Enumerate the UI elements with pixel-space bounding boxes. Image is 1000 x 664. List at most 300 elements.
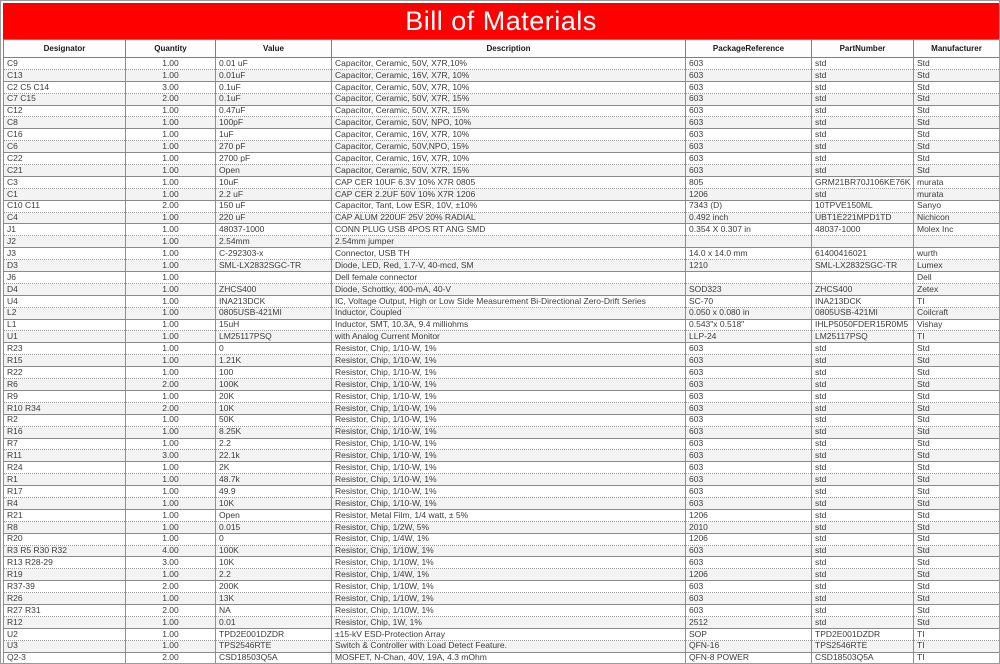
cell-part-number: LM25117PSQ — [812, 331, 914, 343]
cell-description: Resistor, Chip, 1/10-W, 1% — [332, 450, 686, 462]
cell-description: Capacitor, Ceramic, 50V, X7R, 15% — [332, 165, 686, 177]
cell-part-number: std — [812, 367, 914, 379]
cell-designator: C13 — [4, 69, 126, 81]
cell-package-reference: 603 — [686, 593, 812, 605]
cell-designator: R9 — [4, 390, 126, 402]
cell-value: 49.9 — [216, 486, 332, 498]
cell-part-number: std — [812, 438, 914, 450]
cell-value — [216, 272, 332, 284]
table-row — [4, 236, 1000, 248]
column-header-quantity: Quantity — [126, 40, 216, 58]
cell-description: Resistor, Chip, 1/10-W, 1% — [332, 402, 686, 414]
cell-manufacturer: Std — [914, 165, 1000, 177]
cell-quantity: 1.00 — [126, 521, 216, 533]
cell-value: NA — [216, 604, 332, 616]
cell-package-reference: 603 — [686, 153, 812, 165]
cell-value: TPD2E001DZDR — [216, 628, 332, 640]
cell-description: Capacitor, Ceramic, 50V, X7R, 10% — [332, 81, 686, 93]
cell-manufacturer: Std — [914, 379, 1000, 391]
table-row — [4, 569, 1000, 581]
cell-designator: R21 — [4, 509, 126, 521]
cell-description: IC, Voltage Output, High or Low Side Measurement Bi-Directional Zero-Drift Series — [332, 295, 686, 307]
cell-quantity: 2.00 — [126, 200, 216, 212]
cell-part-number: std — [812, 153, 914, 165]
table-row — [4, 402, 1000, 414]
cell-quantity: 1.00 — [126, 509, 216, 521]
cell-designator: R10 R34 — [4, 402, 126, 414]
cell-description: Resistor, Chip, 1/10-W, 1% — [332, 367, 686, 379]
cell-package-reference: 603 — [686, 402, 812, 414]
cell-designator: L1 — [4, 319, 126, 331]
table-row — [4, 212, 1000, 224]
cell-value: 0.1uF — [216, 93, 332, 105]
cell-value: 2700 pF — [216, 153, 332, 165]
cell-value: 100K — [216, 379, 332, 391]
cell-part-number: TPS2546RTE — [812, 640, 914, 652]
cell-description: Switch & Controller with Load Detect Feature. — [332, 640, 686, 652]
cell-quantity: 2.00 — [126, 581, 216, 593]
cell-designator: C4 — [4, 212, 126, 224]
cell-part-number: std — [812, 616, 914, 628]
cell-part-number: 10TPVE150ML — [812, 200, 914, 212]
cell-value: 100 — [216, 367, 332, 379]
cell-manufacturer: Std — [914, 533, 1000, 545]
cell-description: Inductor, SMT, 10.3A, 9.4 milliohms — [332, 319, 686, 331]
cell-package-reference: 603 — [686, 379, 812, 391]
cell-description: CONN PLUG USB 4POS RT ANG SMD — [332, 224, 686, 236]
table-row — [4, 307, 1000, 319]
table-row — [4, 355, 1000, 367]
cell-quantity: 1.00 — [126, 224, 216, 236]
title-banner — [3, 3, 999, 39]
cell-quantity: 1.00 — [126, 176, 216, 188]
cell-manufacturer: murata — [914, 176, 1000, 188]
cell-part-number: std — [812, 93, 914, 105]
cell-quantity: 1.00 — [126, 367, 216, 379]
cell-part-number: std — [812, 486, 914, 498]
cell-part-number: GRM21BR70J106KE76K — [812, 176, 914, 188]
cell-package-reference — [686, 272, 812, 284]
table-row — [4, 283, 1000, 295]
cell-part-number: INA213DCK — [812, 295, 914, 307]
cell-package-reference: 603 — [686, 545, 812, 557]
cell-part-number — [812, 236, 914, 248]
cell-designator: R22 — [4, 367, 126, 379]
cell-description: Resistor, Chip, 1/10-W, 1% — [332, 379, 686, 391]
cell-manufacturer: Std — [914, 58, 1000, 70]
cell-designator: R24 — [4, 462, 126, 474]
cell-manufacturer: Std — [914, 343, 1000, 355]
cell-part-number: std — [812, 390, 914, 402]
table-row — [4, 153, 1000, 165]
cell-part-number: std — [812, 497, 914, 509]
cell-part-number: std — [812, 569, 914, 581]
cell-designator: R4 — [4, 497, 126, 509]
table-row — [4, 593, 1000, 605]
cell-value: 0.01uF — [216, 69, 332, 81]
table-row — [4, 81, 1000, 93]
cell-part-number: SML-LX2832SGC-TR — [812, 260, 914, 272]
cell-manufacturer: Std — [914, 521, 1000, 533]
cell-quantity: 1.00 — [126, 283, 216, 295]
cell-package-reference: 603 — [686, 165, 812, 177]
cell-manufacturer: Std — [914, 390, 1000, 402]
cell-quantity: 3.00 — [126, 81, 216, 93]
cell-designator: R17 — [4, 486, 126, 498]
cell-quantity: 1.00 — [126, 105, 216, 117]
cell-quantity: 2.00 — [126, 604, 216, 616]
cell-part-number: std — [812, 105, 914, 117]
cell-package-reference: 603 — [686, 81, 812, 93]
table-row — [4, 521, 1000, 533]
cell-value: 8.25K — [216, 426, 332, 438]
cell-quantity: 1.00 — [126, 307, 216, 319]
cell-quantity: 1.00 — [126, 343, 216, 355]
cell-part-number: std — [812, 188, 914, 200]
cell-designator: C7 C15 — [4, 93, 126, 105]
table-row — [4, 343, 1000, 355]
cell-manufacturer: Std — [914, 153, 1000, 165]
cell-description: Resistor, Chip, 1/10-W, 1% — [332, 343, 686, 355]
cell-description: Capacitor, Ceramic, 50V, X7R, 15% — [332, 93, 686, 105]
cell-manufacturer: Std — [914, 117, 1000, 129]
cell-part-number: std — [812, 379, 914, 391]
cell-manufacturer: Zetex — [914, 283, 1000, 295]
cell-part-number: std — [812, 545, 914, 557]
cell-manufacturer: Std — [914, 604, 1000, 616]
cell-designator: C10 C11 — [4, 200, 126, 212]
cell-package-reference: 603 — [686, 390, 812, 402]
cell-quantity: 1.00 — [126, 414, 216, 426]
cell-manufacturer: TI — [914, 295, 1000, 307]
cell-part-number: std — [812, 165, 914, 177]
table-row — [4, 331, 1000, 343]
cell-quantity: 1.00 — [126, 438, 216, 450]
cell-value: 48037-1000 — [216, 224, 332, 236]
cell-manufacturer: Std — [914, 474, 1000, 486]
cell-description: Resistor, Metal Film, 1/4 watt, ± 5% — [332, 509, 686, 521]
cell-designator: R19 — [4, 569, 126, 581]
table-row — [4, 545, 1000, 557]
bom-table — [3, 39, 1000, 664]
cell-package-reference: 603 — [686, 462, 812, 474]
cell-package-reference: 603 — [686, 105, 812, 117]
cell-description: Resistor, Chip, 1/10-W, 1% — [332, 462, 686, 474]
column-header-part-number: PartNumber — [812, 40, 914, 58]
cell-package-reference: 2512 — [686, 616, 812, 628]
table-row — [4, 224, 1000, 236]
cell-quantity: 4.00 — [126, 545, 216, 557]
cell-designator: R27 R31 — [4, 604, 126, 616]
table-row — [4, 105, 1000, 117]
cell-designator: Q2-3 — [4, 652, 126, 664]
cell-part-number: std — [812, 355, 914, 367]
table-row — [4, 141, 1000, 153]
cell-value: 2.2 — [216, 438, 332, 450]
table-row — [4, 628, 1000, 640]
cell-part-number: std — [812, 402, 914, 414]
cell-manufacturer: Std — [914, 557, 1000, 569]
cell-quantity: 1.00 — [126, 236, 216, 248]
cell-designator: R7 — [4, 438, 126, 450]
cell-package-reference: SOP — [686, 628, 812, 640]
cell-description: Resistor, Chip, 1/10-W, 1% — [332, 497, 686, 509]
table-row — [4, 486, 1000, 498]
cell-package-reference: 603 — [686, 604, 812, 616]
cell-package-reference: 603 — [686, 343, 812, 355]
cell-value: 0805USB-421MI — [216, 307, 332, 319]
cell-value: 0.01 uF — [216, 58, 332, 70]
cell-package-reference: 603 — [686, 58, 812, 70]
cell-manufacturer: Lumex — [914, 260, 1000, 272]
cell-designator: R6 — [4, 379, 126, 391]
cell-manufacturer: TI — [914, 640, 1000, 652]
cell-manufacturer: Std — [914, 93, 1000, 105]
column-header-value: Value — [216, 40, 332, 58]
cell-quantity: 1.00 — [126, 319, 216, 331]
cell-quantity: 1.00 — [126, 533, 216, 545]
cell-manufacturer: TI — [914, 331, 1000, 343]
table-row — [4, 379, 1000, 391]
cell-designator: C16 — [4, 129, 126, 141]
table-row — [4, 117, 1000, 129]
cell-value: 2.2 uF — [216, 188, 332, 200]
cell-description: Capacitor, Ceramic, 50V,NPO, 15% — [332, 141, 686, 153]
cell-manufacturer: wurth — [914, 248, 1000, 260]
cell-manufacturer: Std — [914, 414, 1000, 426]
cell-designator: R37-39 — [4, 581, 126, 593]
cell-package-reference: 1206 — [686, 509, 812, 521]
cell-quantity: 1.00 — [126, 117, 216, 129]
cell-manufacturer: Std — [914, 509, 1000, 521]
cell-value: 10K — [216, 557, 332, 569]
cell-description: Capacitor, Ceramic, 16V, X7R, 10% — [332, 69, 686, 81]
cell-description: Capacitor, Ceramic, 16V, X7R, 10% — [332, 153, 686, 165]
cell-value: 13K — [216, 593, 332, 605]
cell-value: 20K — [216, 390, 332, 402]
cell-part-number — [812, 272, 914, 284]
table-row — [4, 640, 1000, 652]
cell-part-number: 48037-1000 — [812, 224, 914, 236]
cell-manufacturer: Std — [914, 69, 1000, 81]
cell-description: CAP ALUM 220UF 25V 20% RADIAL — [332, 212, 686, 224]
cell-designator: C3 — [4, 176, 126, 188]
cell-manufacturer: Std — [914, 438, 1000, 450]
cell-package-reference: 603 — [686, 557, 812, 569]
cell-value: 0.1uF — [216, 81, 332, 93]
cell-manufacturer: Std — [914, 355, 1000, 367]
cell-manufacturer: Std — [914, 569, 1000, 581]
table-row — [4, 58, 1000, 70]
cell-manufacturer: Std — [914, 545, 1000, 557]
bom-table-body — [4, 58, 1000, 664]
cell-manufacturer: Std — [914, 81, 1000, 93]
cell-package-reference: 2010 — [686, 521, 812, 533]
cell-manufacturer: Dell — [914, 272, 1000, 284]
cell-description: Resistor, Chip, 1/10W, 1% — [332, 593, 686, 605]
cell-quantity: 1.00 — [126, 426, 216, 438]
cell-quantity: 1.00 — [126, 628, 216, 640]
cell-package-reference: 0.543"x 0.518" — [686, 319, 812, 331]
cell-package-reference: 603 — [686, 450, 812, 462]
cell-manufacturer: Std — [914, 402, 1000, 414]
cell-part-number: std — [812, 604, 914, 616]
cell-description: Resistor, Chip, 1/10-W, 1% — [332, 390, 686, 402]
cell-package-reference: 1206 — [686, 188, 812, 200]
cell-value: 15uH — [216, 319, 332, 331]
cell-designator: C21 — [4, 165, 126, 177]
cell-manufacturer: Std — [914, 616, 1000, 628]
cell-designator: C2 C5 C14 — [4, 81, 126, 93]
header-row — [4, 40, 1000, 58]
cell-package-reference: LLP-24 — [686, 331, 812, 343]
cell-value: 0 — [216, 533, 332, 545]
cell-value: 10K — [216, 497, 332, 509]
cell-quantity: 1.00 — [126, 462, 216, 474]
cell-package-reference: 603 — [686, 367, 812, 379]
cell-description: Capacitor, Tant, Low ESR, 10V, ±10% — [332, 200, 686, 212]
cell-quantity: 1.00 — [126, 569, 216, 581]
cell-manufacturer: Std — [914, 141, 1000, 153]
cell-value: 1.21K — [216, 355, 332, 367]
cell-value: 2.2 — [216, 569, 332, 581]
cell-value: 100pF — [216, 117, 332, 129]
table-row — [4, 462, 1000, 474]
cell-description: Resistor, Chip, 1/10W, 1% — [332, 581, 686, 593]
cell-part-number: std — [812, 593, 914, 605]
cell-description: Resistor, Chip, 1/10W, 1% — [332, 604, 686, 616]
cell-package-reference: 603 — [686, 438, 812, 450]
cell-value: 10uF — [216, 176, 332, 188]
cell-description: with Analog Current Monitor — [332, 331, 686, 343]
cell-part-number: std — [812, 509, 914, 521]
cell-value: 50K — [216, 414, 332, 426]
cell-value: 0 — [216, 343, 332, 355]
cell-description: Resistor, Chip, 1/10-W, 1% — [332, 355, 686, 367]
cell-manufacturer: Std — [914, 462, 1000, 474]
cell-manufacturer: Std — [914, 426, 1000, 438]
table-row — [4, 295, 1000, 307]
cell-designator: C8 — [4, 117, 126, 129]
cell-designator: U1 — [4, 331, 126, 343]
table-row — [4, 129, 1000, 141]
cell-designator: U2 — [4, 628, 126, 640]
cell-description: Connector, USB TH — [332, 248, 686, 260]
cell-quantity: 1.00 — [126, 260, 216, 272]
table-row — [4, 319, 1000, 331]
cell-part-number: 61400416021 — [812, 248, 914, 260]
cell-designator: R15 — [4, 355, 126, 367]
cell-designator: R26 — [4, 593, 126, 605]
cell-description: Capacitor, Ceramic, 16V, X7R, 10% — [332, 129, 686, 141]
cell-manufacturer: Sanyo — [914, 200, 1000, 212]
cell-designator: C6 — [4, 141, 126, 153]
cell-quantity: 1.00 — [126, 129, 216, 141]
cell-quantity: 1.00 — [126, 616, 216, 628]
cell-quantity: 3.00 — [126, 450, 216, 462]
cell-designator: C12 — [4, 105, 126, 117]
cell-quantity: 1.00 — [126, 188, 216, 200]
cell-part-number: 0805USB-421MI — [812, 307, 914, 319]
table-row — [4, 557, 1000, 569]
cell-package-reference: 0.354 X 0.307 in — [686, 224, 812, 236]
cell-description: Capacitor, Ceramic, 50V, X7R,10% — [332, 58, 686, 70]
cell-value: 2K — [216, 462, 332, 474]
cell-manufacturer: Std — [914, 497, 1000, 509]
cell-designator: J2 — [4, 236, 126, 248]
cell-description: Resistor, Chip, 1/10-W, 1% — [332, 474, 686, 486]
cell-package-reference: 603 — [686, 355, 812, 367]
table-row — [4, 260, 1000, 272]
cell-quantity: 2.00 — [126, 402, 216, 414]
cell-part-number: std — [812, 581, 914, 593]
cell-quantity: 2.00 — [126, 379, 216, 391]
cell-description: Resistor, Chip, 1/10-W, 1% — [332, 438, 686, 450]
cell-manufacturer — [914, 236, 1000, 248]
table-row — [4, 188, 1000, 200]
cell-quantity: 2.00 — [126, 93, 216, 105]
cell-value: 0.47uF — [216, 105, 332, 117]
cell-value: 270 pF — [216, 141, 332, 153]
cell-quantity: 1.00 — [126, 248, 216, 260]
cell-description: ±15-kV ESD-Protection Array — [332, 628, 686, 640]
cell-package-reference: 1206 — [686, 569, 812, 581]
cell-package-reference: 0.492 inch — [686, 212, 812, 224]
cell-package-reference: 0.050 x 0.080 in — [686, 307, 812, 319]
cell-description: Diode, LED, Red, 1.7-V, 40-mcd, SM — [332, 260, 686, 272]
cell-manufacturer: Molex Inc — [914, 224, 1000, 236]
cell-quantity: 1.00 — [126, 141, 216, 153]
cell-package-reference: 603 — [686, 129, 812, 141]
bom-table-header — [4, 40, 1000, 58]
table-row — [4, 176, 1000, 188]
cell-package-reference: 1210 — [686, 260, 812, 272]
cell-value: Open — [216, 165, 332, 177]
column-header-designator: Designator — [4, 40, 126, 58]
table-row — [4, 390, 1000, 402]
cell-package-reference: QFN-16 — [686, 640, 812, 652]
cell-package-reference: 603 — [686, 117, 812, 129]
cell-manufacturer: Std — [914, 593, 1000, 605]
cell-designator: R16 — [4, 426, 126, 438]
cell-designator: L2 — [4, 307, 126, 319]
table-row — [4, 93, 1000, 105]
cell-value: LM25117PSQ — [216, 331, 332, 343]
cell-quantity: 1.00 — [126, 390, 216, 402]
cell-part-number: std — [812, 58, 914, 70]
cell-designator: R3 R5 R30 R32 — [4, 545, 126, 557]
cell-description: 2.54mm jumper — [332, 236, 686, 248]
table-row — [4, 616, 1000, 628]
cell-package-reference: 603 — [686, 497, 812, 509]
table-row — [4, 248, 1000, 260]
cell-value: TPS2546RTE — [216, 640, 332, 652]
cell-value: CSD18503Q5A — [216, 652, 332, 664]
cell-package-reference: 1206 — [686, 533, 812, 545]
cell-quantity: 1.00 — [126, 593, 216, 605]
cell-manufacturer: Coilcraft — [914, 307, 1000, 319]
cell-part-number: std — [812, 557, 914, 569]
column-header-description: Description — [332, 40, 686, 58]
table-row — [4, 200, 1000, 212]
cell-value: 48.7k — [216, 474, 332, 486]
cell-designator: R8 — [4, 521, 126, 533]
cell-part-number: std — [812, 69, 914, 81]
cell-description: Resistor, Chip, 1W, 1% — [332, 616, 686, 628]
cell-description: Resistor, Chip, 1/10W, 1% — [332, 545, 686, 557]
cell-package-reference: 603 — [686, 486, 812, 498]
cell-quantity: 1.00 — [126, 486, 216, 498]
